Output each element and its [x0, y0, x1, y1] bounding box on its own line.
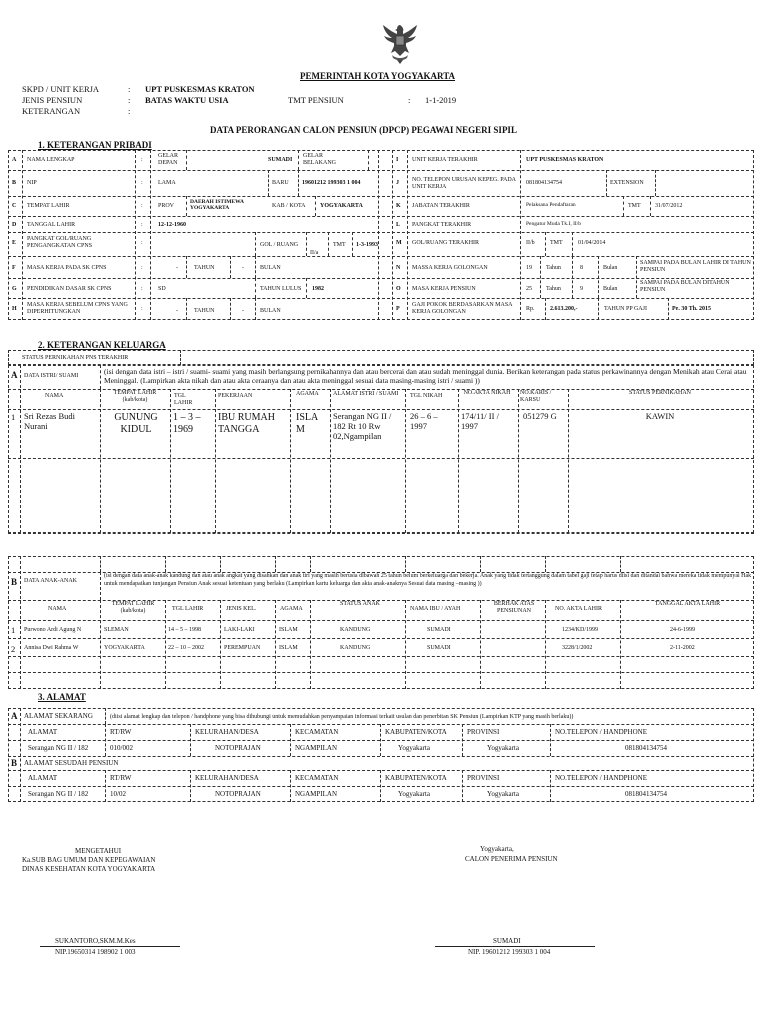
masa-kerja-bulan-value: -	[242, 265, 244, 271]
spouse-tgl-nikah: 26 – 6 – 1997	[410, 411, 438, 431]
colon: :	[128, 84, 131, 94]
spouse-tgl-lahir: 1 – 3 – 1969	[173, 412, 201, 435]
row-letter-p: P	[396, 306, 400, 312]
pensiun-bulan-value: 9	[580, 286, 583, 292]
gelar-depan-label: GELAR DEPAN	[158, 153, 178, 166]
nama-value: SUMADI	[268, 157, 293, 163]
gaji-currency: Rp.	[526, 306, 535, 312]
colon: :	[141, 286, 143, 292]
row-letter-d: D	[12, 222, 17, 228]
colon: :	[141, 265, 143, 271]
addr2-provinsi: Yogyakarta	[487, 790, 519, 798]
tempat-lahir-label: TEMPAT LAHIR	[27, 203, 70, 209]
row-letter-j: J	[396, 180, 399, 186]
prov-label: PROV	[158, 203, 175, 209]
pensiun-bulan-label: Bulan	[603, 286, 618, 292]
alamat-sesudah-letter: B	[11, 758, 18, 768]
acol-nama-ortu: NAMA IBU / AYAH	[410, 606, 461, 612]
bcol-kabupaten: KABUPATEN/KOTA	[385, 774, 447, 782]
colon: :	[141, 306, 143, 312]
acol-kecamatan: KECAMATAN	[295, 728, 339, 736]
section-2-title: 2. KETERANGAN KELUARGA	[38, 340, 166, 350]
masa-kerja-tahun-value: -	[176, 265, 178, 271]
child-jenis-kel: PEREMPUAN	[224, 645, 261, 651]
sign-right-line	[435, 946, 595, 947]
spouse-no-akta: 174/11/ II / 1997	[461, 411, 499, 431]
masa-kerja-bulan-label: BULAN	[260, 265, 281, 271]
colon: :	[141, 240, 143, 246]
data-istri-label: DATA ISTRI/ SUAMI	[24, 373, 79, 379]
garuda-emblem-icon	[380, 22, 420, 66]
row-letter-h: H	[12, 306, 17, 312]
acol-berhak-pensiun: BERHAK ATAS PENSIUNAN	[493, 601, 535, 614]
sign-left-nip: NIP.19650314 198902 1 003	[55, 948, 136, 956]
acol-telepon: NO.TELEPON / HANDPHONE	[555, 728, 647, 736]
child-agama: ISLAM	[279, 627, 298, 633]
addr-kelurahan: NOTOPRAJAN	[215, 744, 261, 752]
colon: :	[141, 222, 143, 228]
data-anak-label: DATA ANAK-ANAK	[24, 578, 78, 584]
masa-kerja-pensiun-label: MASA KERJA PENSIUN	[412, 286, 476, 292]
tahun-pp-gaji-label: TAHUN PP GAJI	[604, 306, 647, 312]
child-tempat-lahir: YOGYAKARTA	[104, 645, 145, 651]
child-tgl-akta: 2-11-2002	[670, 645, 695, 651]
child-nama: Annisa Dwi Rahma W	[24, 645, 79, 651]
row-letter-i: I	[396, 157, 399, 163]
acol-provinsi: PROVINSI	[467, 728, 500, 736]
spouse-no: 1	[11, 412, 16, 422]
keterangan-label: KETERANGAN	[22, 106, 81, 116]
acol-no-akta-lahir: NO. AKTA LAHIR	[555, 606, 603, 612]
child-tempat-lahir: SLEMAN	[104, 627, 129, 633]
child-no: 1	[11, 625, 16, 635]
addr2-telepon: 081804134754	[625, 790, 667, 798]
children-note: (isi dengan data anak-anak kandung dan atau anak angkat yang disahkan dan anak tiri yang masih berusia dibawah 25 tahun belum berkeluarga dan bekerja. Anak yang tidak tertanggung dalam tabel gaji tetap harus diisi dan ditandai bahwa mereka tidak mempunyai Hak untuk mendapatkan tunjangan Pensiun Anak sesuai ketentuan yang berlaku (Lampirkan kartu keluarga dan akta anak-anaknya Sesuai data masing –masing ))	[104, 573, 752, 587]
acol-status-anak: STATUS ANAK	[339, 601, 381, 607]
addr2-kelurahan: NOTOPRAJAN	[215, 790, 261, 798]
address-table	[8, 708, 754, 802]
extension-label: EXTENSION	[610, 180, 644, 186]
bcol-rtrw: RT/RW	[110, 774, 132, 782]
golongan-note: SAMPAI PADA BULAN LAHIR DI TAHUN PENSIUN	[640, 260, 751, 273]
acol-tempat-lahir: TEMPAT LAHIR (kab/kota)	[111, 601, 155, 614]
spouse-section-letter: A	[11, 370, 18, 380]
col-tempat-lahir: TEMPAT LAHIR (kab/kota)	[113, 390, 157, 403]
pendidikan-value: SD	[158, 286, 166, 292]
pensiun-note: SAMPAI PADA BULAN DITAHUN PENSIUN	[640, 280, 730, 293]
alamat-sesudah-label: ALAMAT SESUDAH PENSIUN	[24, 759, 119, 767]
gol-tmt-label: TMT	[550, 240, 563, 246]
alamat-sekarang-note: (diisi alamat lengkap dan telepon / handphone yang bisa dihubungi untuk memudahkan penyampaian informasi terkait usulan dan penerbitan SK Pensiun (Lampirkan KTP yang masih berlaku))	[110, 714, 574, 720]
sign-right-name: SUMADI	[493, 937, 521, 945]
child-status: KANDUNG	[340, 627, 371, 633]
acol-rtrw: RT/RW	[110, 728, 132, 736]
child-ortu: SUMADI	[427, 645, 451, 651]
addr2-kabupaten: Yogyakarta	[398, 790, 430, 798]
row-letter-a: A	[12, 157, 17, 163]
tahun-lulus-label: TAHUN LULUS	[260, 286, 302, 292]
tmt-pensiun-label: TMT PENSIUN	[288, 95, 344, 105]
row-letter-k: K	[396, 203, 401, 209]
gol-ruang-cpns-label: GOL / RUANG	[260, 242, 299, 248]
masa-sebelum-bulan-value: -	[242, 308, 244, 314]
child-jenis-kel: LAKI-LAKI	[224, 627, 255, 633]
row-letter-m: M	[396, 240, 402, 246]
row-letter-l: L	[396, 222, 401, 228]
tanggal-lahir-value: 12-12-1960	[158, 222, 186, 228]
unit-kerja-terakhir-label: UNIT KERJA TERAKHIR	[412, 157, 478, 163]
addr2-kecamatan: NGAMPILAN	[295, 790, 337, 798]
addr-alamat: Serangan NG II / 182	[28, 744, 89, 752]
government-title: PEMERINTAH KOTA YOGYAKARTA	[300, 71, 456, 81]
masa-kerja-tahun-label: TAHUN	[194, 265, 215, 271]
row-letter-f: F	[12, 265, 16, 271]
addr-kecamatan: NGAMPILAN	[295, 744, 337, 752]
nip-baru-label: BARU	[272, 180, 289, 186]
gol-ruang-terakhir-value: II/b	[526, 240, 535, 246]
col-agama: AGAMA	[296, 391, 319, 397]
masa-kerja-cpns-label: MASA KERJA PADA SK CPNS	[27, 265, 107, 271]
child-tgl-akta: 24-6-1999	[670, 627, 695, 633]
golongan-tahun-label: Tahun	[546, 265, 561, 271]
row-letter-e: E	[12, 240, 17, 246]
jabatan-terakhir-label: JABATAN TERAKHIR	[412, 203, 470, 209]
personal-data-table	[8, 150, 754, 320]
gaji-pokok-value: 2.613.200,-	[550, 306, 578, 312]
skpd-value: UPT PUSKESMAS KRATON	[145, 84, 255, 94]
acol-tanggal-akta: TANGGAL AKTA LAHIR	[654, 601, 721, 607]
addr2-rtrw: 10/02	[110, 790, 126, 798]
acol-alamat: ALAMAT	[28, 728, 58, 736]
child-ortu: SUMADI	[427, 627, 451, 633]
addr-telepon: 081804134754	[625, 744, 667, 752]
child-agama: ISLAM	[279, 645, 298, 651]
sign-right-nip: NIP. 19601212 199303 1 004	[468, 948, 551, 956]
gelar-belakang-label: GELAR BELAKANG	[303, 153, 336, 166]
spouse-no-karis: 051279 G	[523, 411, 557, 421]
nip-lama-label: LAMA	[158, 180, 176, 186]
pensiun-tahun-label: Tahun	[546, 286, 561, 292]
tahun-lulus-value: 1982	[312, 286, 324, 292]
document-title: DATA PERORANGAN CALON PENSIUN (DPCP) PEGAWAI NEGERI SIPIL	[210, 125, 517, 135]
acol-nama: NAMA	[48, 606, 67, 612]
golongan-bulan-label: Bulan	[603, 265, 618, 271]
sign-right-place: Yogyakarta,	[480, 845, 514, 853]
skpd-label: SKPD / UNIT KERJA	[22, 84, 100, 94]
acol-agama: AGAMA	[280, 606, 303, 612]
children-section-letter: B	[11, 577, 18, 587]
alamat-sekarang-label: ALAMAT SEKARANG	[24, 712, 93, 720]
pangkat-cpns-label: PANGKAT GOL/RUANG PENGANGKATAN CPNS	[27, 236, 93, 249]
nip-value: 19601212 199303 1 004	[302, 180, 361, 186]
addr-provinsi: Yogyakarta	[487, 744, 519, 752]
col-status-pernikahan: STATUS PERNIKAHAN	[628, 390, 692, 396]
jabatan-tmt-label: TMT	[628, 203, 641, 209]
child-tgl-lahir: 14 – 5 – 1998	[168, 627, 201, 633]
col-no-karis: NO.KARIS / KARSU	[520, 390, 552, 403]
addr2-alamat: Serangan NG II / 182	[28, 790, 89, 798]
row-letter-o: O	[396, 286, 401, 292]
child-no: 2	[11, 644, 16, 654]
col-nama: NAMA	[45, 393, 64, 399]
kab-kota-value: YOGYAKARTA	[320, 203, 363, 209]
masa-sebelum-tahun-value: -	[176, 308, 178, 314]
spouse-pekerjaan: IBU RUMAH TANGGA	[218, 412, 275, 435]
colon: :	[128, 95, 131, 105]
child-akta: 1234/KD/1999	[562, 627, 598, 633]
sign-left-line3: DINAS KESEHATAN KOTA YOGYAKARTA	[22, 865, 156, 873]
acol-tgl-lahir: TGL LAHIR	[172, 606, 204, 612]
spouse-agama: ISLAM	[296, 412, 319, 435]
row-letter-g: G	[12, 286, 17, 292]
child-nama: Purwono Ardi Agung N	[24, 627, 82, 633]
colon: :	[141, 157, 143, 163]
child-status: KANDUNG	[340, 645, 371, 651]
tmt-pensiun-value: 1-1-2019	[425, 95, 457, 105]
unit-kerja-terakhir-value: UPT PUSKESMAS KRATON	[526, 157, 604, 163]
section-1-title: 1. KETERANGAN PRIBADI	[38, 140, 152, 150]
bcol-kelurahan: KELURAHAN/DESA	[195, 774, 259, 782]
acol-jenis-kel: JENIS KEL.	[226, 606, 257, 612]
section-3-title: 3. ALAMAT	[38, 692, 86, 702]
col-pekerjaan: PEKERJAAN	[218, 393, 253, 399]
colon: :	[408, 95, 411, 105]
sign-left-name: SUKANTORO,SKM.M.Kes	[55, 937, 136, 945]
tanggal-lahir-label: TANGGAL LAHIR	[27, 222, 76, 228]
col-tgl-lahir: TGL LAHIR	[174, 393, 193, 406]
spouse-alamat: Serangan NG II / 182 Rt 10 Rw 02,Ngampilan	[333, 411, 392, 441]
row-letter-n: N	[396, 265, 401, 271]
tahun-pp-gaji-value: Pe. 30 Th. 2015	[672, 306, 712, 312]
masa-kerja-golongan-tahun-value: 19	[526, 265, 532, 271]
golongan-bulan-value: 8	[580, 265, 583, 271]
row-letter-b: B	[12, 180, 17, 186]
alamat-sekarang-letter: A	[11, 711, 18, 721]
addr-rtrw: 010/002	[110, 744, 133, 752]
sign-left-line	[40, 946, 180, 947]
prov-value: DAERAH ISTIMEWA YOGYAKARTA	[190, 199, 244, 212]
masa-sebelum-bulan-label: BULAN	[260, 308, 281, 314]
addr-kabupaten: Yogyakarta	[398, 744, 430, 752]
gol-ruang-cpns-value: II/a	[310, 250, 319, 256]
colon: :	[128, 106, 131, 116]
masa-sebelum-tahun-label: TAHUN	[194, 308, 215, 314]
col-no-akta-nikah: NO.AKTA NIKAH	[463, 390, 511, 396]
spouse-nama: Sri Rezas Budi Nurani	[24, 411, 75, 431]
sign-left-line2: Ka.SUB BAG UMUM DAN KEPEGAWAIAN	[22, 856, 156, 864]
acol-kelurahan: KELURAHAN/DESA	[195, 728, 259, 736]
col-tgl-nikah: TGL NIKAH	[410, 393, 443, 399]
acol-kabupaten: KABUPATEN/KOTA	[385, 728, 447, 736]
row-letter-c: C	[12, 203, 17, 209]
bcol-alamat: ALAMAT	[28, 774, 58, 782]
child-tgl-lahir: 22 – 10 – 2002	[168, 645, 204, 651]
sign-left-line1: MENGETAHUI	[75, 847, 122, 855]
bcol-kecamatan: KECAMATAN	[295, 774, 339, 782]
col-alamat: ALAMAT ISTRI / SUAMI	[333, 391, 399, 397]
pangkat-terakhir-label: PANGKAT TERAKHIR	[412, 222, 472, 228]
spouse-note: (isi dengan data istri – istri / suami- suami yang masih berlangsung pernikahannya dan atau bercerai dan atau sudah meninggal dunia. Berikan keterangan pada status perkawinannya dengan Menikah atau Cerai atau Meninggal. (Lampirkan akta nikah dan atau akta ceraanya dan atau akta meninggal sesuai data masing-masing istri / suami ))	[104, 367, 747, 386]
tmt-cpns-value: 1-3-1993	[356, 242, 378, 248]
gol-ruang-terakhir-label: GOL/RUANG TERAKHIR	[412, 240, 480, 246]
masa-kerja-sebelum-label: MASA KERJA SEBELUM CPNS YANG DIPERHITUNGKAN	[27, 302, 128, 315]
telepon-kepeg-label: NO. TELEPON URUSAN KEPEG. PADA UNIT KERJA	[412, 177, 516, 190]
nip-label: NIP	[27, 180, 37, 186]
telepon-kepeg-value: 081804134754	[526, 180, 562, 186]
pangkat-terakhir-value: Pengatur Muda Tk.I, II/b	[526, 221, 582, 227]
colon: :	[141, 180, 143, 186]
gol-tmt-value: 01/04/2014	[578, 240, 606, 246]
spouse-status: KAWIN	[645, 411, 675, 421]
nama-lengkap-label: NAMA LENGKAP	[27, 157, 75, 163]
pendidikan-label: PENDIDIKAN DASAR SK CPNS	[27, 286, 112, 292]
sign-right-title: CALON PENERIMA PENSIUN	[465, 855, 558, 863]
spouse-tempat-lahir: GUNUNG KIDUL	[114, 412, 158, 435]
bcol-telepon: NO.TELEPON / HANDPHONE	[555, 774, 647, 782]
jabatan-tmt-value: 31/07/2012	[655, 203, 683, 209]
jenis-pensiun-value: BATAS WAKTU USIA	[145, 95, 229, 105]
child-akta: 3228/1/2002	[562, 645, 593, 651]
tmt-cpns-label: TMT	[333, 242, 346, 248]
gaji-pokok-label: GAJI POKOK BERDASARKAN MASA KERJA GOLONGAN	[412, 302, 513, 315]
colon: :	[141, 203, 143, 209]
masa-kerja-golongan-label: MASSA KERJA GOLONGAN	[412, 265, 488, 271]
kab-kota-label: KAB / KOTA	[272, 203, 306, 209]
jabatan-terakhir-value: Pelaksana Pendaftaran	[526, 202, 576, 208]
masa-kerja-pensiun-value: 25	[526, 286, 532, 292]
bcol-provinsi: PROVINSI	[467, 774, 500, 782]
jenis-pensiun-label: JENIS PENSIUN	[22, 95, 83, 105]
status-pernikahan-label: STATUS PERNIKAHAN PNS TERAKHIR	[22, 355, 129, 361]
